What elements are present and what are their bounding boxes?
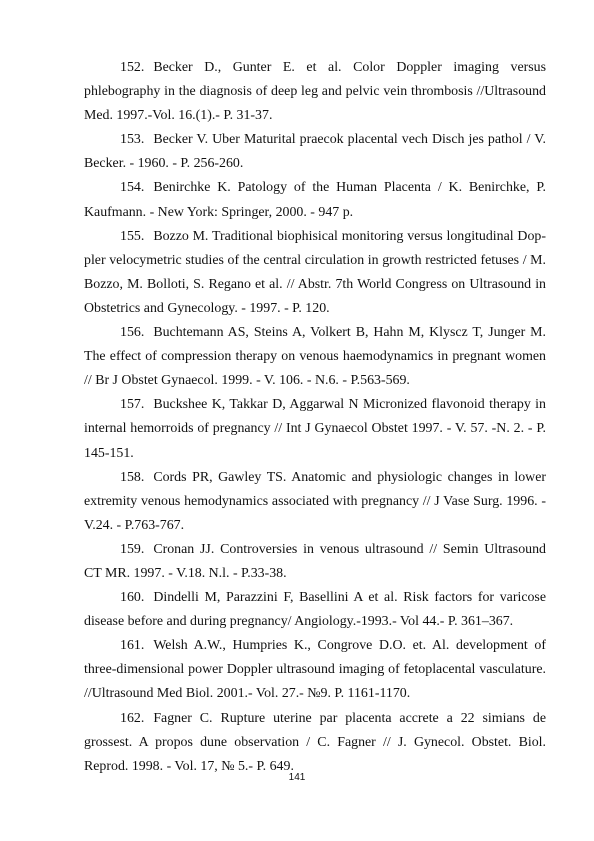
reference-item: [84, 321, 546, 393]
reference-number: 155.: [120, 228, 145, 244]
reference-item: [84, 225, 546, 321]
reference-item: [84, 586, 546, 634]
reference-item: [84, 128, 546, 176]
reference-text: Bozzo M. Traditional biophisical monitoring versus longitudinal Doppler velocymetric studies of the central circulation in growth restricted fetuses / M. Bozzo, M. Bolloti, S. Regano et al. // Abstr. 7th World Congress on Ultrasound in Obstetrics and Gynecology. - 1997. - P. 120.: [84, 228, 546, 316]
reference-text: Benirchke K. Patology of the Human Placenta / K. Benirchke, P. Kaufmann. - New York: Springer, 2000. - 947 p.: [84, 180, 546, 220]
reference-item: [84, 176, 546, 224]
reference-number: 161.: [120, 638, 145, 654]
reference-number: 162.: [120, 710, 145, 726]
reference-text: Dindelli M, Parazzini F, Basellini A et al. Risk factors for varicose disease before and during pregnancy/ Angiology.-1993.- Vol 44.- P. 361–367.: [84, 590, 546, 630]
reference-number: 158.: [120, 469, 145, 485]
reference-item: [84, 466, 546, 538]
reference-item: [84, 634, 546, 706]
reference-text: Becker V. Uber Maturital praecok placental vech Disch jes pathol / V. Becker. - 1960. - P. 256-260.: [84, 132, 546, 172]
reference-item: [84, 707, 546, 779]
reference-number: 160.: [120, 590, 145, 606]
reference-text: Fagner C. Rupture uterine par placenta accrete a 22 simians de grossest. A propos dune observation / C. Fagner // J. Gynecol. Obstet. Biol. Reprod. 1998. - Vol. 17, № 5.- P. 649.: [84, 710, 546, 774]
reference-number: 156.: [120, 325, 145, 341]
reference-number: 152.: [120, 60, 145, 75]
reference-item: [84, 393, 546, 465]
reference-list: [84, 56, 546, 779]
reference-text: Cronan JJ. Controversies in venous ultrasound // Semin Ultrasound CT MR. 1997. - V.18. N.l. - P.33-38.: [84, 541, 546, 581]
reference-number: 159.: [120, 541, 145, 557]
reference-item: [84, 538, 546, 586]
reference-text: Cords PR, Gawley TS. Anatomic and physiologic changes in lower extremity venous hemodynamics associated with pregnancy // J Vase Surg. 1996. - V.24. - P.763-767.: [84, 469, 546, 533]
reference-number: 153.: [120, 132, 145, 148]
reference-text: Becker D., Gunter E. et al. Color Doppler imaging versus phlebography in the diagnosis of deep leg and pelvic vein thrombosis //Ultrasound Med. 1997.-Vol. 16.(1).- P. 31-37.: [84, 60, 546, 124]
reference-number: 157.: [120, 397, 145, 413]
reference-number: 154.: [120, 180, 145, 196]
reference-text: Welsh A.W., Humpries K., Congrove D.O. et. Al. development of three-dimensional power Doppler ultrasound imaging of fetoplacental vasculature. //Ultrasound Med Biol. 2001.- Vol. 27.- №9. P. 1161-1170.: [84, 638, 546, 702]
reference-text: Buckshee K, Takkar D, Aggarwal N Micronized flavonoid therapy in internal hemorroids of pregnancy // Int J Gynaecol Obstet 1997. - V. 57. -N. 2. - P. 145-151.: [84, 397, 546, 461]
page-number: 141: [288, 772, 306, 783]
reference-item: [84, 56, 546, 128]
reference-text: Buchtemann AS, Steins A, Volkert B, Hahn M, Klyscz T, Junger M. The effect of compression therapy on venous haemodynamics in pregnant women // Br J Obstet Gynaecol. 1999. - V. 106. - N.6. - P.563-569.: [84, 325, 546, 389]
